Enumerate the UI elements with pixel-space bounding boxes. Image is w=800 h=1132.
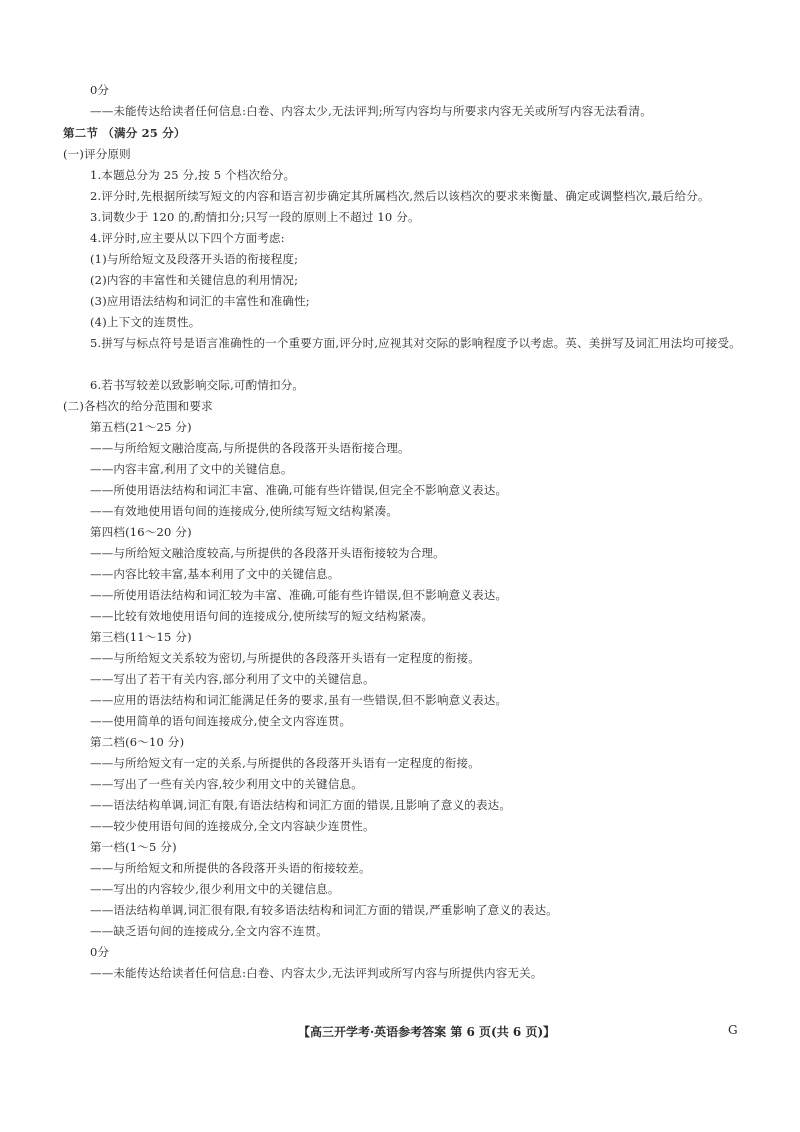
level-5-item: ——与所给短文融洽度高,与所提供的各段落开头语衔接合理。	[90, 441, 410, 455]
principle-5: 5.拼写与标点符号是语言准确性的一个重要方面,评分时,应视其对交际的影响程度予以考虑。英、美拼写及词汇用法均可接受。	[90, 336, 741, 350]
footer-page-info: 【高三开学考·英语参考答案 第 6 页(共 6 页)】	[298, 1025, 556, 1039]
principle-4-4: (4)上下文的连贯性。	[90, 315, 201, 329]
principles-title: (一)评分原则	[63, 147, 131, 161]
level-4-heading: 第四档(16～20 分)	[90, 525, 192, 539]
level-3-item: ——应用的语法结构和词汇能满足任务的要求,虽有一些错误,但不影响意义表达。	[90, 693, 508, 707]
zero-score-label: 0分	[90, 83, 110, 97]
footer-version-code: G	[728, 1023, 738, 1037]
level-5-item: ——有效地使用语句间的连接成分,使所续写短文结构紧凑。	[90, 504, 399, 518]
level-1-item: ——写出的内容较少,很少利用文中的关键信息。	[90, 882, 340, 896]
level-2-item: ——写出了一些有关内容,较少利用文中的关键信息。	[90, 777, 363, 791]
zero-score-desc: ——未能传达给读者任何信息:白卷、内容太少,无法评判;所写内容均与所要求内容无关或所写内容无法看清。	[90, 104, 652, 118]
level-3-item: ——与所给短文关系较为密切,与所提供的各段落开头语有一定程度的衔接。	[90, 651, 480, 665]
principle-4: 4.评分时,应主要从以下四个方面考虑:	[90, 231, 285, 245]
level-4-item: ——比较有效地使用语句间的连接成分,使所续写的短文结构紧凑。	[90, 609, 434, 623]
principle-4-3: (3)应用语法结构和词汇的丰富性和准确性;	[90, 294, 310, 308]
principle-4-2: (2)内容的丰富性和关键信息的利用情况;	[90, 273, 299, 287]
level-4-item: ——所使用语法结构和词汇较为丰富、准确,可能有些许错误,但不影响意义表达。	[90, 588, 508, 602]
level-5-heading: 第五档(21～25 分)	[90, 420, 192, 434]
principle-1: 1.本题总分为 25 分,按 5 个档次给分。	[90, 168, 296, 182]
level-2-item: ——语法结构单调,词汇有限,有语法结构和词汇方面的错误,且影响了意义的表达。	[90, 798, 512, 812]
level-5-item: ——所使用语法结构和词汇丰富、准确,可能有些许错误,但完全不影响意义表达。	[90, 483, 508, 497]
level-4-item: ——与所给短文融洽度较高,与所提供的各段落开头语衔接较为合理。	[90, 546, 445, 560]
level-5-item: ——内容丰富,利用了文中的关键信息。	[90, 462, 293, 476]
level-1-item: ——语法结构单调,词汇很有限,有较多语法结构和词汇方面的错误,严重影响了意义的表达。	[90, 903, 558, 917]
level-3-item: ——写出了若干有关内容,部分利用了文中的关键信息。	[90, 672, 375, 686]
principle-3: 3.词数少于 120 的,酌情扣分;只写一段的原则上不超过 10 分。	[90, 210, 420, 224]
level-3-item: ——使用简单的语句间连接成分,使全文内容连贯。	[90, 714, 352, 728]
principle-2: 2.评分时,先根据所续写短文的内容和语言初步确定其所属档次,然后以该档次的要求来衡量、确定或调整档次,最后给分。	[90, 189, 710, 203]
level-1-heading: 第一档(1～5 分)	[90, 840, 177, 854]
level-1-item: ——缺乏语句间的连接成分,全文内容不连贯。	[90, 924, 328, 938]
level-2-item: ——与所给短文有一定的关系,与所提供的各段落开头语有一定程度的衔接。	[90, 756, 480, 770]
level-3-heading: 第三档(11～15 分)	[90, 630, 192, 644]
level-1-item: ——与所给短文和所提供的各段落开头语的衔接较差。	[90, 861, 371, 875]
zero-score-desc-bottom: ——未能传达给读者任何信息:白卷、内容太少,无法评判或所写内容与所提供内容无关。	[90, 966, 543, 980]
levels-title: (二)各档次的给分范围和要求	[63, 399, 213, 413]
principle-4-1: (1)与所给短文及段落开头语的衔接程度;	[90, 252, 299, 266]
level-2-heading: 第二档(6～10 分)	[90, 735, 185, 749]
level-2-item: ——较少使用语句间的连接成分,全文内容缺少连贯性。	[90, 819, 375, 833]
zero-score-label-bottom: 0分	[90, 945, 110, 959]
section-title: 第二节 （满分 25 分）	[63, 126, 186, 140]
principle-6: 6.若书写较差以致影响交际,可酌情扣分。	[90, 378, 305, 392]
level-4-item: ——内容比较丰富,基本利用了文中的关键信息。	[90, 567, 340, 581]
